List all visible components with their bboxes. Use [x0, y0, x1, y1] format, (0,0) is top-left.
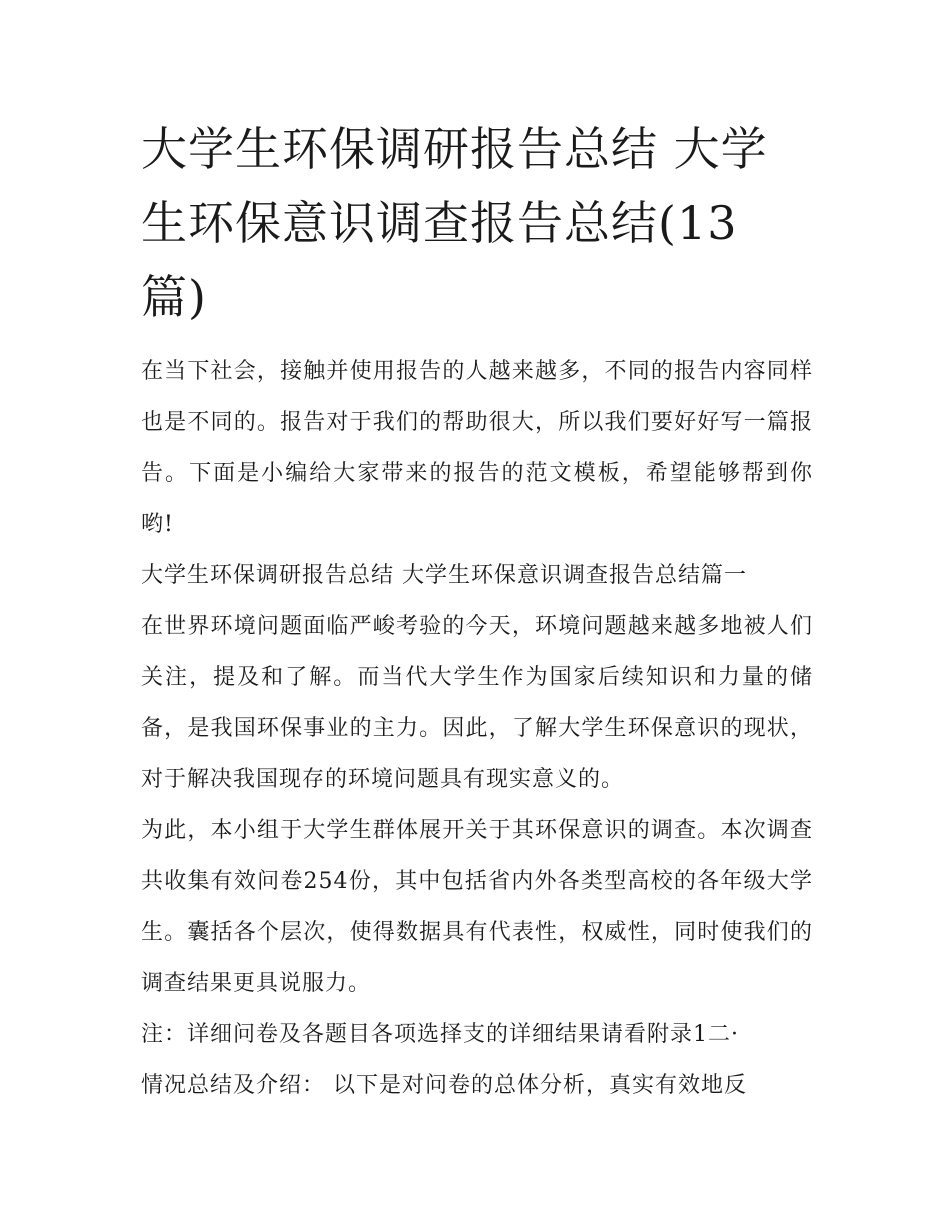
title-line: 生环保意识调查报告总结(13: [141, 196, 738, 250]
body-paragraph: 在世界环境问题面临严峻考验的今天，环境问题越来越多地被人们关注，提及和了解。而当代大学生作为国家后续知识和力量的储备，是我国环保事业的主力。因此，了解大学生环保意识的现状，对于解决我国现存的环境问题具有现实意义的。: [141, 614, 813, 792]
body-paragraph: 为此，本小组于大学生群体展开关于其环保意识的调查。本次调查共收集有效问卷254份，其中包括省内外各类型高校的各年级大学生。囊括各个层次，使得数据具有代表性，权威性，同时使我们的调查结果更具说服力。: [141, 818, 813, 996]
title-line: 篇): [141, 270, 207, 324]
document-title: [141, 112, 813, 334]
summary-paragraph: 情况总结及介绍： 以下是对问卷的总体分析，真实有效地反: [141, 1073, 747, 1098]
note-paragraph: 注：详细问卷及各题目各项选择支的详细结果请看附录1二·: [141, 1022, 739, 1047]
intro-paragraph: 在当下社会，接触并使用报告的人越来越多，不同的报告内容同样也是不同的。报告对于我们的帮助很大，所以我们要好好写一篇报告。下面是小编给大家带来的报告的范文模板，希望能够帮到你哟!: [141, 359, 813, 537]
section-heading: 大学生环保调研报告总结 大学生环保意识调查报告总结篇一: [141, 563, 747, 588]
document-content: [141, 112, 813, 1111]
title-line: 大学生环保调研报告总结 大学: [141, 122, 768, 176]
